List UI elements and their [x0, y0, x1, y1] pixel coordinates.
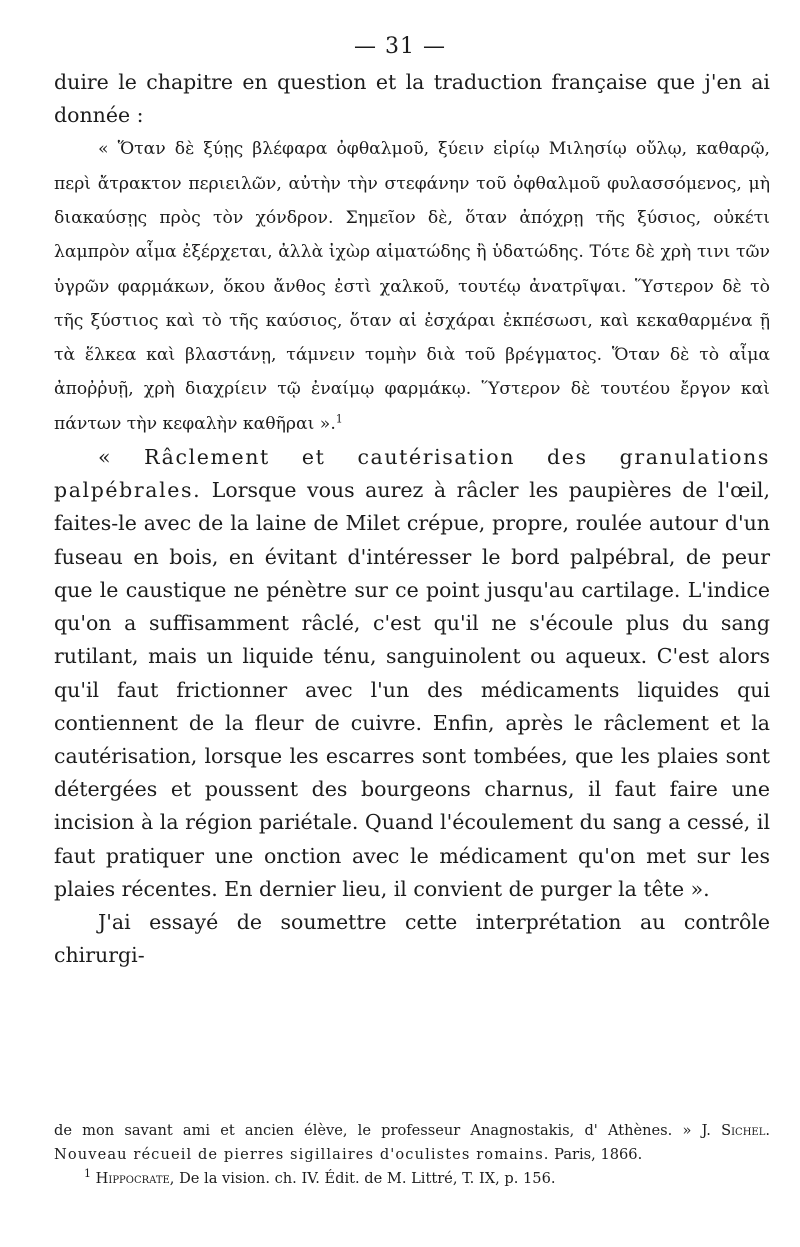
translation-title: « Râclement et cautérisation des granulations palpébrales. — [54, 445, 770, 503]
greek-quote-text: « Ὅταν δὲ ξύῃς βλέφαρα ὀφθαλμοῦ, ξύειν εἰρίῳ Μιλησίῳ οὔλῳ, καθαρῷ, περὶ ἄτρακτον περιειλῶν, αὐτὴν τὴν στεφάνην τοῦ ὀφθαλμοῦ φυλασσόμενος, μὴ διακαύσῃς πρὸς τὸν χόνδρον. Σημεῖον δὲ, ὅταν ἀπόχρῃ τῆς ξύσιος, οὐκέτι λαμπρὸν αἷμα ἐξέρχεται, ἀλλὰ ἰχὼρ αἱματώδης ἢ ὑδατώδης. Τότε δὲ χρὴ τινι τῶν ὑγρῶν φαρμάκων, ὅκου ἄνθος ἐστὶ χαλκοῦ, τουτέῳ ἀνατρῖψαι. Ὕστερον δὲ τὸ τῆς ξύστιος καὶ τὸ τῆς καύσιος, ὅταν αἱ ἐσχάραι ἐκπέσωσι, καὶ κεκαθαρμένα ῇ τὰ ἕλκεα καὶ βλαστάνῃ, τάμνειν τομὴν διὰ τοῦ βρέγματος. Ὅταν δὲ τὸ αἷμα ἀποῤῥυῇ, χρὴ διαχρίειν τῷ ἐναίμῳ φαρμάκῳ. Ὕστερον δὲ τουτέου ἔργον καὶ πάντων τὴν κεφαλὴν καθῆραι ». — [54, 139, 770, 434]
intro-text: duire le chapitre en question et la traduction française que j'en ai donnée : — [54, 70, 770, 128]
main-text — [54, 66, 770, 972]
footnote-continued-place: Paris, 1866. — [554, 1146, 643, 1163]
footnote-1 — [54, 1167, 770, 1191]
footnote-1-text: De la vision. ch. IV. Édit. de M. Littré, T. IX, p. 156. — [179, 1170, 556, 1187]
footnote-1-number: 1 — [84, 1167, 91, 1181]
footnote-ref: 1 — [335, 412, 343, 426]
footnote-continued-title: Nouveau récueil de pierres sigillaires d'oculistes romains. — [54, 1146, 550, 1163]
translation-paragraph — [54, 441, 770, 906]
closing-paragraph — [54, 906, 770, 972]
page-number: — 31 — — [354, 34, 446, 59]
footnote-continued — [54, 1119, 770, 1167]
greek-quotation — [54, 132, 770, 441]
translation-text: Lorsque vous aurez à râcler les paupières de l'œil, faites-le avec de la laine de Milet crépue, propre, roulée autour d'un fuseau en bois, en évitant d'intéresser le bord palpébral, de peur que le caustique ne pénètre sur ce point jusqu'au cartilage. L'indice qu'on a suffisamment râclé, c'est qu'il ne s'écoule plus du sang rutilant, mais un liquide ténu, sanguinolent ou aqueux. C'est alors qu'il faut frictionner avec l'un des médicaments liquides qui contiennent de la fleur de cuivre. Enfin, après le râclement et la cautérisation, lorsque les escarres sont tombées, que les plaies sont détergées et poussent des bourgeons charnus, il faut faire une incision à la région pariétale. Quand l'écoulement du sang a cessé, il faut pratiquer une onction avec le médicament qu'on met sur les plaies récentes. En dernier lieu, il convient de purger la tête ». — [54, 478, 770, 901]
footnote-1-author: Hippocrate, — [95, 1170, 175, 1187]
intro-paragraph — [54, 66, 770, 132]
closing-text: J'ai essayé de soumettre cette interprétation au contrôle chirurgi- — [54, 909, 770, 968]
footnotes — [54, 1119, 770, 1191]
footnote-continued-author: Sichel. — [721, 1122, 770, 1139]
footnote-continued-text: de mon savant ami et ancien élève, le professeur Anagnostakis, d' Athènes. » J. — [54, 1122, 711, 1139]
